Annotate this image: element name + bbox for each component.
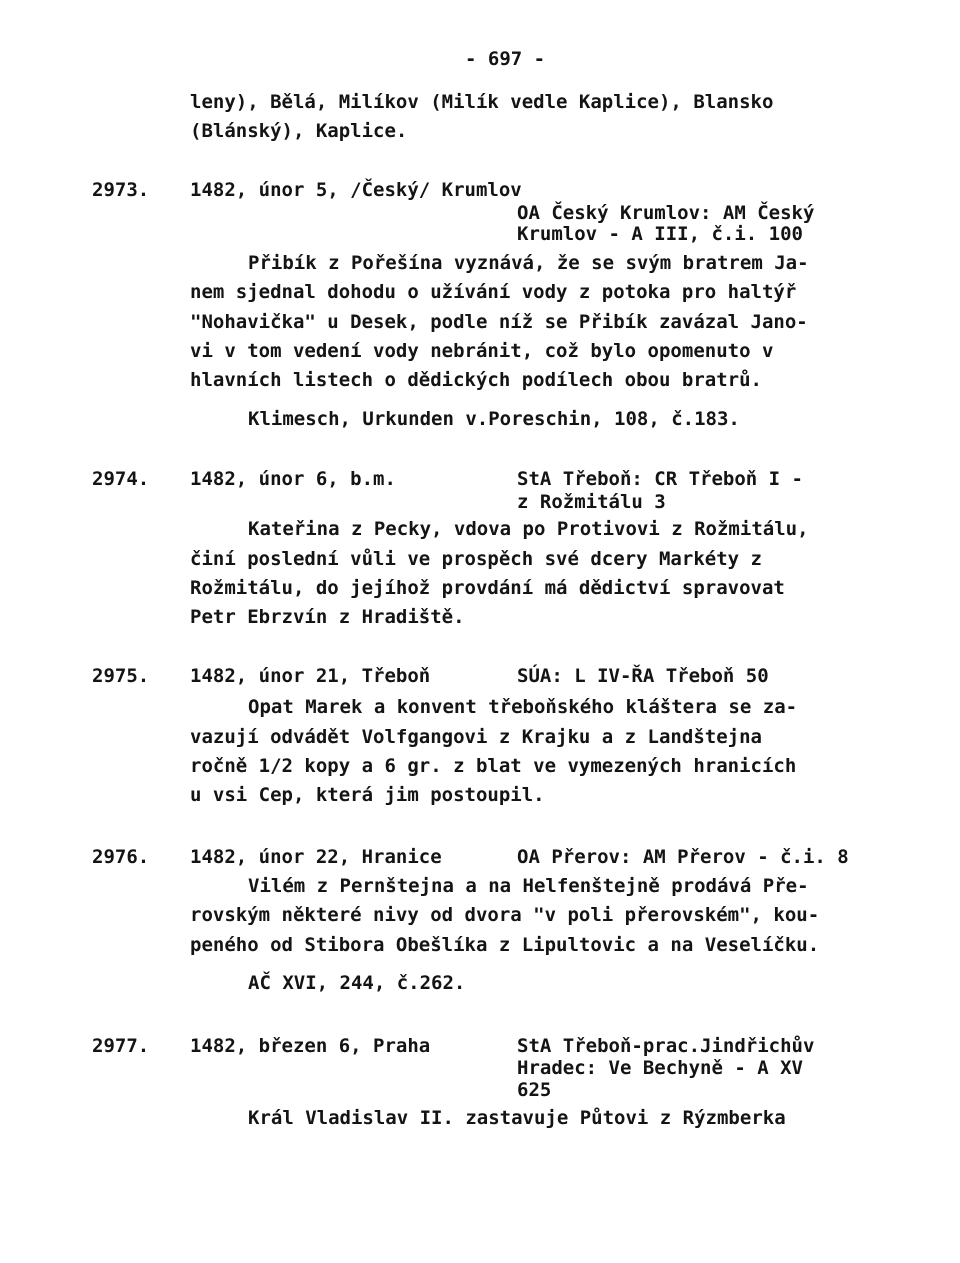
regest-line: hlavních listech o dědických podílech obou bratrů. [190, 369, 762, 391]
entry-header: 1482, únor 21, Třeboň [190, 665, 431, 687]
archive-source-line: StA Třeboň-prac.Jindřichův [517, 1035, 815, 1057]
archive-source-line: SÚA: L IV-ŘA Třeboň 50 [517, 665, 769, 687]
entry-number: 2973. [92, 179, 150, 201]
intro-line-2: (Blánský), Kaplice. [190, 120, 408, 142]
entry-header: 1482, únor 5, /Český/ Krumlov [190, 179, 522, 201]
regest-line: Vilém z Pernštejna a na Helfenštejně prodává Pře- [248, 875, 809, 897]
regest-line: Kateřina z Pecky, vdova po Protivovi z Rožmitálu, [248, 518, 809, 540]
entry-number: 2974. [92, 468, 150, 490]
archive-source-line: OA Český Krumlov: AM Český [517, 202, 815, 224]
regest-line: vi v tom vedení vody nebránit, což bylo opomenuto v [190, 340, 774, 362]
regest-line: vazují odvádět Volfgangovi z Krajku a z Landštejna [190, 726, 762, 748]
archive-source-line: Hradec: Ve Bechyně - A XV [517, 1057, 803, 1079]
citation: Klimesch, Urkunden v.Poreschin, 108, č.183. [248, 408, 740, 430]
archive-source-line: z Rožmitálu 3 [517, 491, 666, 513]
regest-line: Král Vladislav II. zastavuje Půtovi z Rýzmberka [248, 1107, 786, 1129]
archive-source-line: 625 [517, 1079, 552, 1101]
regest-line: peného od Stibora Obešlíka z Lipultovic a na Veselíčku. [190, 934, 820, 956]
entry-number: 2975. [92, 665, 150, 687]
regest-line: ročně 1/2 kopy a 6 gr. z blat ve vymezených hranicích [190, 755, 797, 777]
regest-line: Petr Ebrzvín z Hradiště. [190, 606, 465, 628]
regest-line: nem sjednal dohodu o užívání vody z potoka pro haltýř [190, 281, 797, 303]
entry-number: 2976. [92, 846, 150, 868]
archive-source-line: Krumlov - A III, č.i. 100 [517, 223, 803, 245]
entry-header: 1482, březen 6, Praha [190, 1035, 431, 1057]
regest-line: Opat Marek a konvent třeboňského kláštera se za- [248, 696, 798, 718]
regest-line: u vsi Cep, která jim postoupil. [190, 784, 545, 806]
regest-line: "Nohavička" u Desek, podle níž se Přibík zavázal Jano- [190, 311, 808, 333]
entry-header: 1482, únor 6, b.m. [190, 468, 396, 490]
intro-line-1: leny), Bělá, Milíkov (Milík vedle Kaplice), Blansko [190, 91, 774, 113]
regest-line: Rožmitálu, do jejíhož provdání má dědictví spravovat [190, 577, 785, 599]
citation: AČ XVI, 244, č.262. [248, 972, 466, 994]
entry-header: 1482, únor 22, Hranice [190, 846, 442, 868]
entry-number: 2977. [92, 1035, 150, 1057]
regest-line: rovským některé nivy od dvora "v poli přerovském", kou- [190, 904, 820, 926]
regest-line: Přibík z Pořešína vyznává, že se svým bratrem Ja- [248, 252, 809, 274]
archive-source-line: OA Přerov: AM Přerov - č.i. 8 [517, 846, 849, 868]
archive-source-line: StA Třeboň: CR Třeboň I - [517, 468, 803, 490]
page-number: - 697 - [465, 48, 546, 70]
regest-line: činí poslední vůli ve prospěch své dcery Markéty z [190, 548, 762, 570]
